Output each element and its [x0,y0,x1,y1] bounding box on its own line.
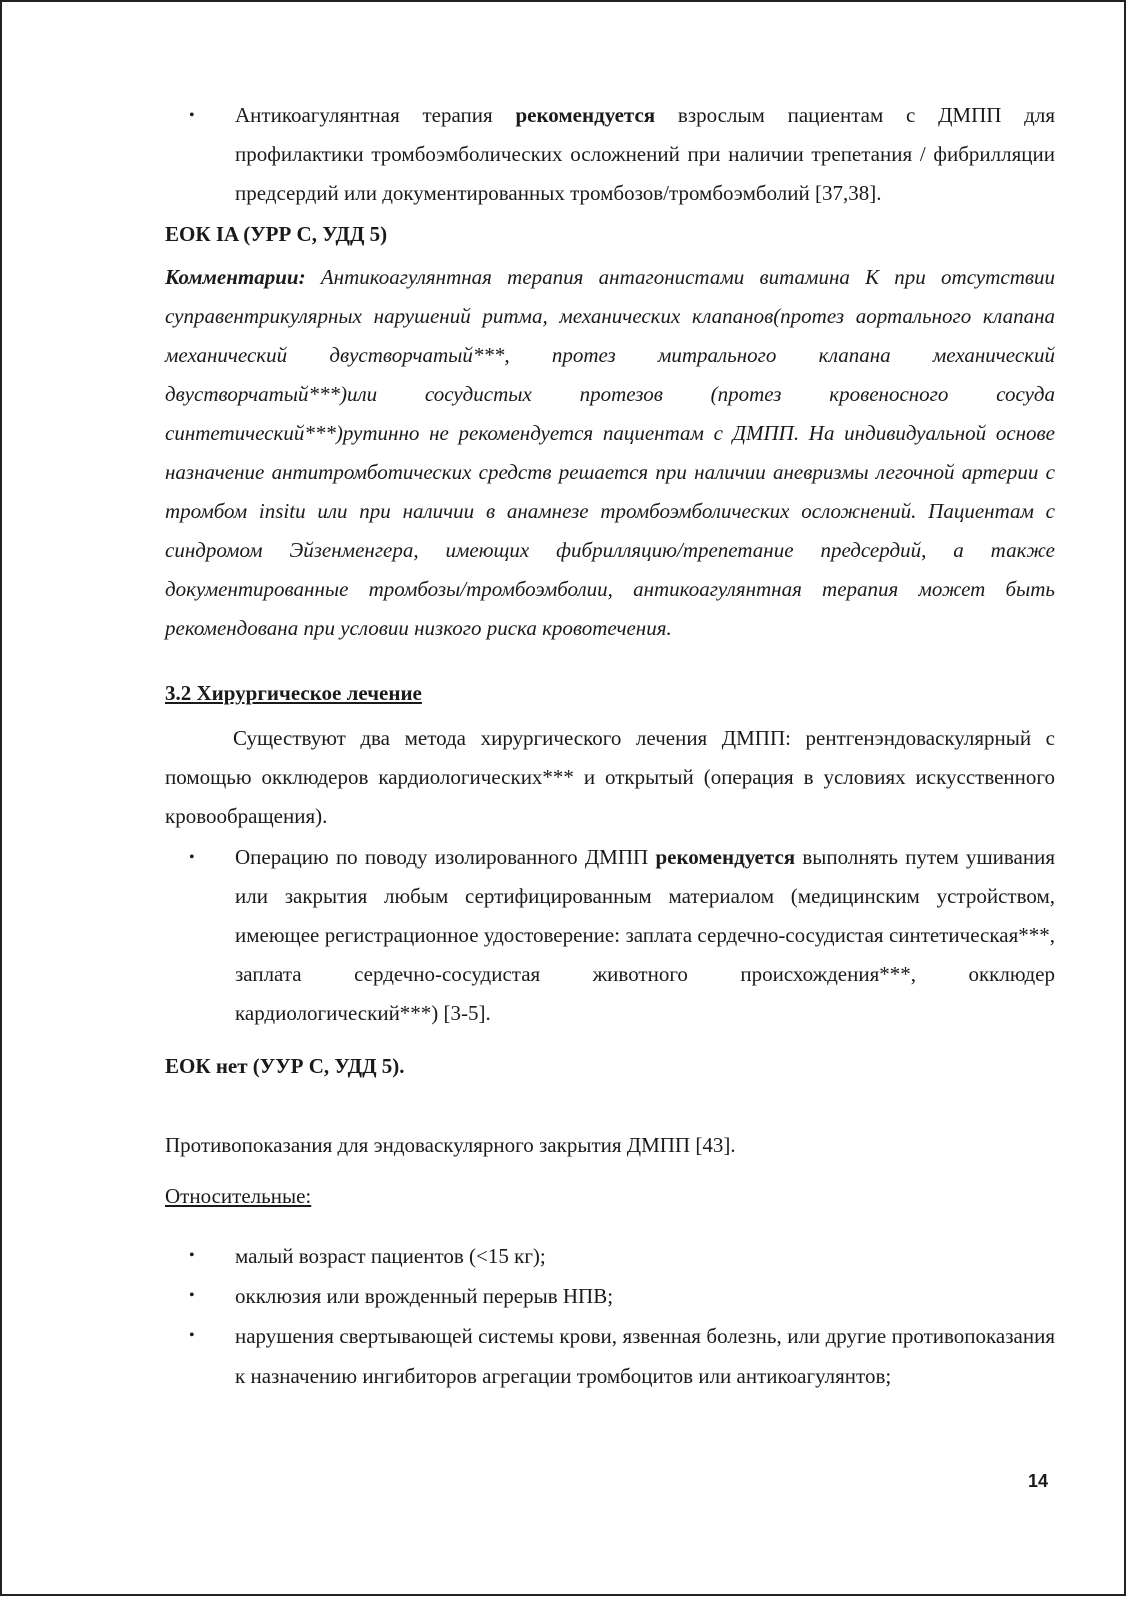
recommendation-keyword: рекомендуется [655,845,796,869]
page-content [165,96,1055,1396]
comment-paragraph [165,258,1055,648]
recommendation-text-end: взрослым пациентам с ДМПП для профилактики тромбоэмболических осложнений при наличии трепетания / фибрилляции предсердий или документированных тромбозов/тромбоэмболий [37,38]. [235,103,1056,205]
bullet-icon: • [189,107,195,124]
list-item-text: окклюзия или врожденный перерыв НПВ; [235,1284,614,1308]
recommendation-keyword: рекомендуется [515,103,656,127]
recommendation-anticoagulant [165,96,1055,213]
comment-label: Комментарии: [165,265,306,289]
relative-label: Относительные: [165,1184,312,1208]
contraindications-title: Противопоказания для эндоваскулярного закрытия ДМПП [43]. [165,1133,736,1157]
bullet-icon: • [189,1327,195,1344]
bullet-icon: • [189,1247,195,1264]
list-item-text: малый возраст пациентов (<15 кг); [235,1244,546,1268]
list-item [165,1316,1055,1396]
evidence-level-1: ЕОК IA (УРР С, УДД 5) [165,222,388,246]
recommendation-text-start: Операцию по поводу изолированного ДМПП [235,845,656,869]
evidence-level-2: ЕОК нет (УУР С, УДД 5). [165,1054,405,1078]
page-number: 14 [1027,1471,1048,1491]
bullet-icon: • [189,1287,195,1304]
list-item [165,1276,1055,1316]
section-intro: Существуют два метода хирургического лечения ДМПП: рентгенэндоваскулярный с помощью окклюдеров кардиологических*** и открытый (операция в условиях искусственного кровообращения). [165,726,1055,828]
bullet-icon: • [189,849,195,866]
recommendation-surgery [165,838,1055,1033]
list-item [165,1236,1055,1276]
list-item-text: нарушения свертывающей системы крови, язвенная болезнь, или другие противопоказания к назначению ингибиторов агрегации тромбоцитов или антикоагулянтов; [235,1324,1055,1388]
comment-text: Антикоагулянтная терапия антагонистами витамина К при отсутствии суправентрикулярных нарушений ритма, механических клапанов(протез аортального клапана механический двустворчатый***, протез митрального клапана механический двустворчатый***)или сосудистых протезов (протез кровеносного сосуда синтетический***)рутинно не рекомендуется пациентам с ДМПП. На индивидуальной основе назначение антитромботических средств решается при наличии аневризмы легочной артерии с тромбом insitu или при наличии в анамнезе тромбоэмболических осложнений. Пациентам с синдромом Эйзенменгера, имеющих фибрилляцию/трепетание предсердий, а также документированные тромбозы/тромбоэмболии, антикоагулянтная терапия может быть рекомендована при условии низкого риска кровотечения. [165,265,1055,640]
section-title: 3.2 Хирургическое лечение [165,681,422,705]
recommendation-text-start: Антикоагулянтная терапия [235,103,516,127]
relative-list [165,1236,1055,1396]
recommendation-text-end: выполнять путем ушивания или закрытия любым сертифицированным материалом (медицинским устройством, имеющее регистрационное удостоверение: заплата сердечно-сосудистая синтетическая***, заплата сердечно-сосудистая животного происхождения***, окклюдер кардиологический***) [3-5]. [235,845,1055,1025]
